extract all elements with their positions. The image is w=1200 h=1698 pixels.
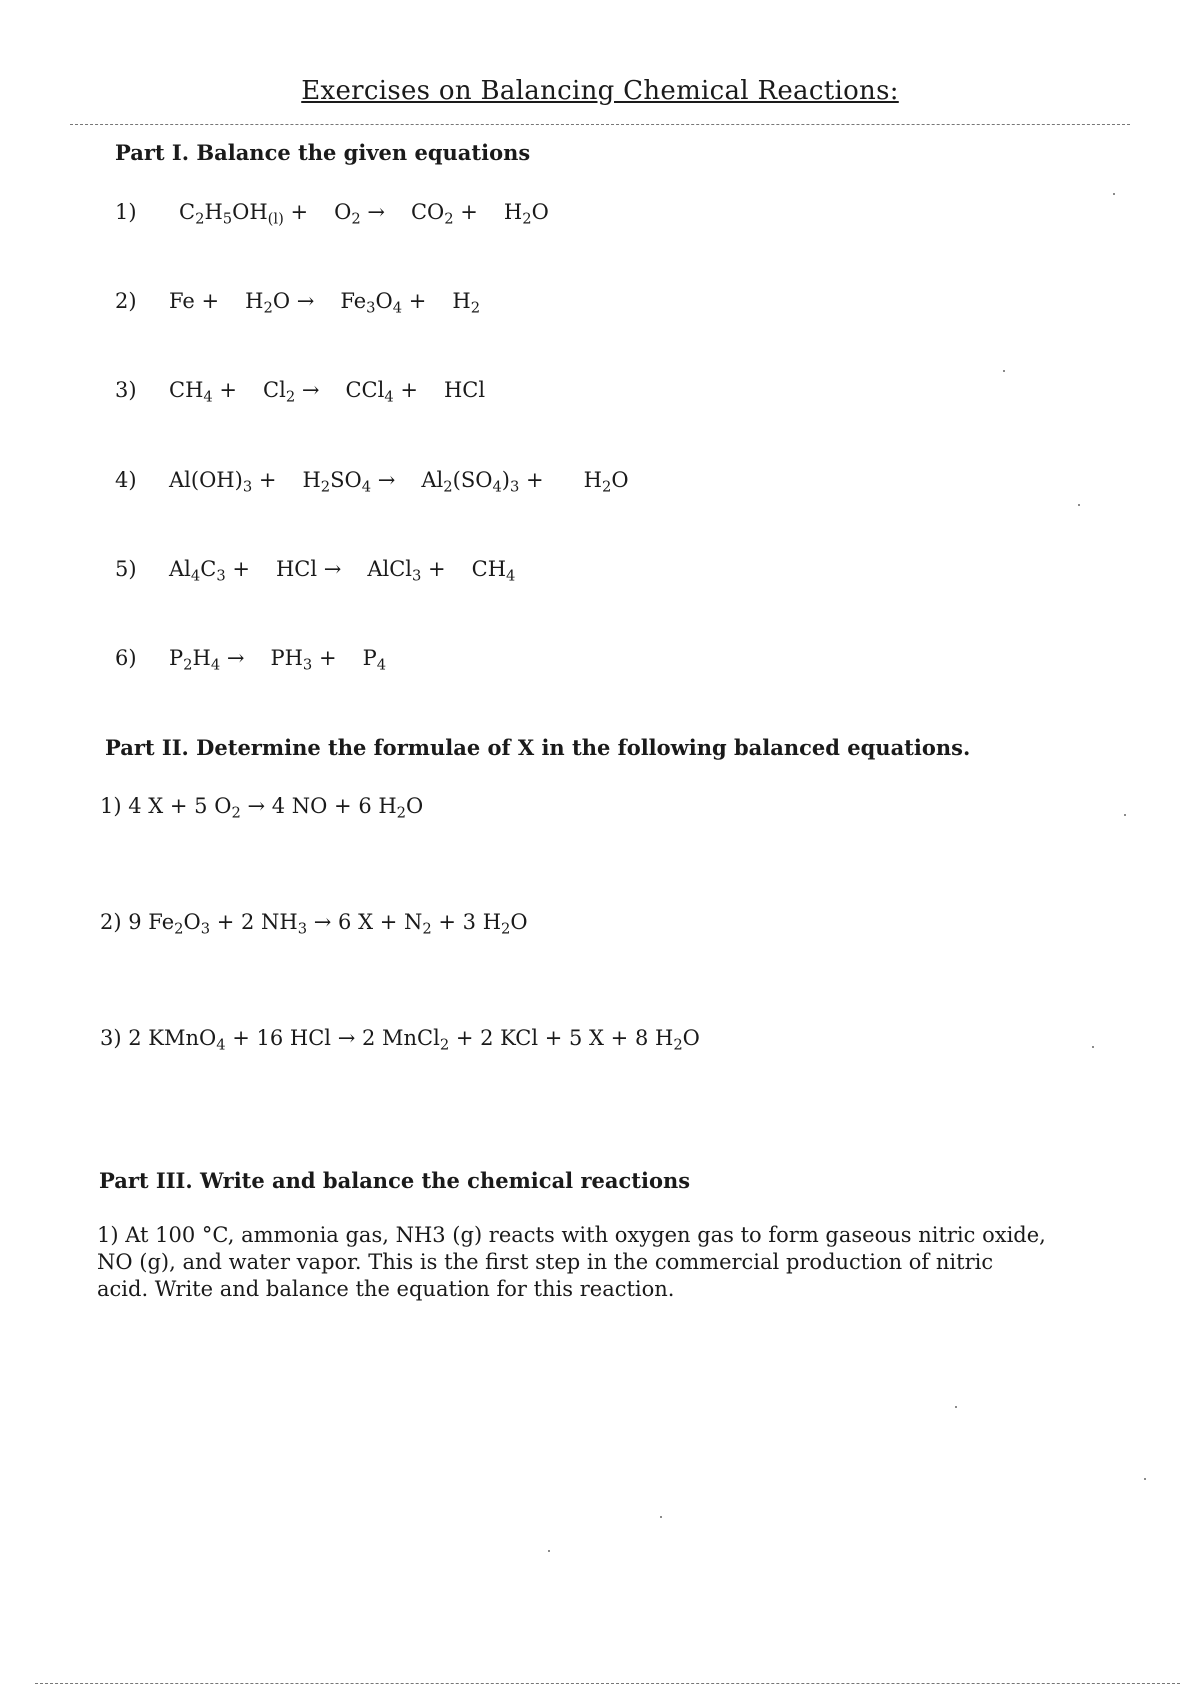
equation-body: 9 $Fe_2O_3 + 2$ $NH_3 \to 6$ $X + N_2 + 3$ $H_2O$ [128, 910, 528, 938]
part1-equation-5 [115, 557, 541, 584]
reactant: $Al(OH)_3$ + [169, 468, 277, 496]
part2-heading: Part II. Determine the formulae of X in the following balanced equations. [105, 735, 971, 760]
scan-speck [660, 1516, 662, 1518]
reactant: $H_2O$ → [245, 289, 315, 317]
reactant: $P_2H_4$ → [169, 646, 245, 674]
equation-number: 1) [115, 200, 137, 224]
equation-number: 2) [115, 289, 137, 313]
product: $P_4$ [362, 646, 387, 674]
product: $H_2$ [452, 289, 481, 317]
product: $CH_4$ [471, 557, 516, 585]
product: $CO_2$ + [410, 200, 478, 228]
product: HCl [443, 378, 486, 402]
equation-number: 2) [100, 910, 122, 934]
scan-speck [1124, 814, 1126, 816]
scan-speck [1144, 1478, 1146, 1480]
part2-equation-2 [100, 910, 528, 937]
part1-equation-3 [115, 378, 511, 405]
reactant: $CH_4$ + [169, 378, 238, 406]
reactant: $Al_4C_3$ + [169, 557, 250, 585]
product: CCl$_4$ + [345, 378, 418, 406]
part2-equation-3 [100, 1026, 700, 1053]
scan-speck [1092, 1046, 1094, 1048]
equation-number: 1) [100, 794, 122, 818]
reactant: $O_2$ → [334, 200, 385, 228]
product: $PH_3$ + [270, 646, 337, 674]
equation-number: 6) [115, 646, 137, 670]
scan-speck [1003, 370, 1005, 372]
equation-number: 5) [115, 557, 137, 581]
part1-equation-1 [115, 200, 575, 227]
part3-question-1: 1) At 100 °C, ammonia gas, NH3 (g) reacts with oxygen gas to form gaseous nitric oxide, NO (g), and water vapor. This is the first step in the commercial production of nitric acid. Write and balance the equation for this reaction. [97, 1223, 1046, 1301]
equation-number: 3) [100, 1026, 122, 1050]
part2-equation-1 [100, 794, 423, 821]
reactant: $C_2H_5OH_{(l)}$ + [179, 200, 309, 228]
reactant: HCl → [275, 557, 342, 581]
product: $Al_2(SO_4)_3$ + [421, 468, 544, 496]
part3-heading: Part III. Write and balance the chemical reactions [99, 1168, 691, 1193]
equation-number: 3) [115, 378, 137, 402]
part1-equation-2 [115, 289, 506, 316]
reactant: $Cl_2$ → [263, 378, 320, 406]
scan-speck [1078, 504, 1080, 506]
product: $H_2O$ [503, 200, 549, 228]
scan-speck [548, 1550, 550, 1552]
equation-body: 4 X + 5 $O_2 \to 4$ NO + 6 $H_2O$ [128, 794, 424, 822]
part1-equation-6 [115, 646, 412, 673]
equation-number: 4) [115, 468, 137, 492]
product: AlCl$_3$ + [367, 557, 446, 585]
product: $H_2O$ [583, 468, 629, 496]
worksheet-title: Exercises on Balancing Chemical Reactions: [301, 76, 899, 106]
part1-heading: Part I. Balance the given equations [115, 140, 531, 165]
product: $Fe_3O_4$ + [340, 289, 427, 317]
scan-speck [1113, 193, 1115, 195]
reactant: Fe + [169, 289, 220, 313]
bottom-divider [35, 1683, 1180, 1684]
title-divider [70, 124, 1130, 125]
part1-equation-4 [115, 468, 655, 495]
scan-speck [955, 1406, 957, 1408]
reactant: $H_2SO_4$ → [302, 468, 396, 496]
equation-body: 2 KMnO$_4$ + 16 HCl → 2 MnCl$_2$ + 2 KCl + 5 X + 8 $H_2O$ [128, 1026, 700, 1054]
